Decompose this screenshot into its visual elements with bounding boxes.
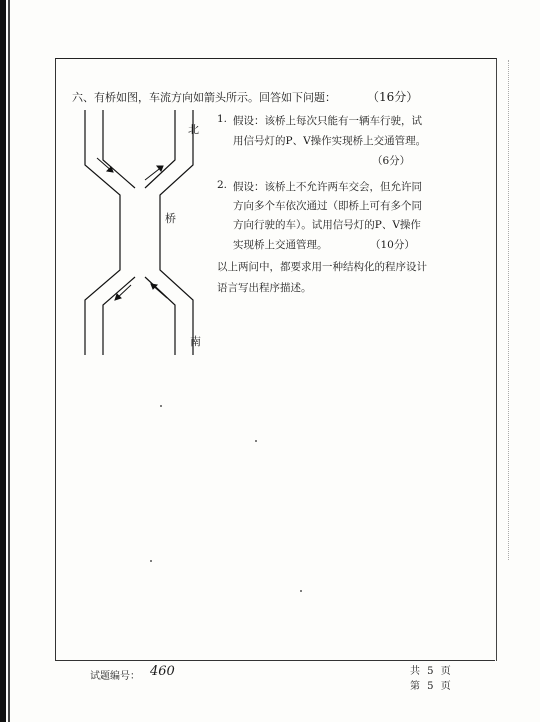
closing-line1: 以上两问中，都要求用一种结构化的程序设计	[217, 261, 427, 273]
road-right-outer	[160, 110, 193, 355]
scan-speck	[255, 440, 257, 442]
scan-speck	[160, 405, 162, 407]
label-south: 南	[190, 335, 201, 348]
question-score: （16分）	[367, 90, 419, 104]
road-sw-inner	[103, 277, 135, 355]
question-header: 六、有桥如图，车流方向如箭头所示。回答如下问题：	[72, 91, 336, 104]
current-page: 第 5 页	[410, 681, 451, 692]
road-nw-inner	[103, 110, 135, 188]
closing-line2: 语言写出程序描述。	[217, 282, 312, 294]
item2-line3: 方向行驶的车）。试用信号灯的P、V操作	[233, 219, 421, 231]
item2-number: 2.	[217, 179, 228, 191]
item2-line2: 方向多个车依次通过（即桥上可有多个同	[233, 200, 422, 212]
scan-dots	[508, 60, 510, 560]
bridge-diagram	[75, 110, 210, 355]
road-se-inner	[145, 277, 175, 355]
scan-edge-line	[8, 0, 10, 722]
exam-code-value: 460	[150, 664, 175, 679]
scan-edge	[0, 0, 6, 722]
label-north: 北	[188, 123, 199, 136]
total-pages: 共 5 页	[410, 666, 451, 677]
item1-number: 1.	[217, 113, 228, 125]
label-bridge: 桥	[165, 212, 176, 225]
exam-code-label: 试题编号：	[90, 671, 140, 682]
page-frame-bottom	[55, 660, 495, 661]
scan-speck	[150, 560, 152, 562]
scan-speck	[300, 590, 302, 592]
item1-line1: 假设：该桥上每次只能有一辆车行驶，试	[233, 115, 422, 127]
item2-line4: 实现桥上交通管理。	[233, 239, 328, 251]
item2-score: （10分）	[370, 239, 415, 251]
item1-score: （6分）	[372, 155, 411, 167]
item2-line1: 假设：该桥上不允许两车交会，但允许同	[233, 181, 422, 193]
item1-line2: 用信号灯的P、V操作实现桥上交通管理。	[233, 135, 427, 147]
